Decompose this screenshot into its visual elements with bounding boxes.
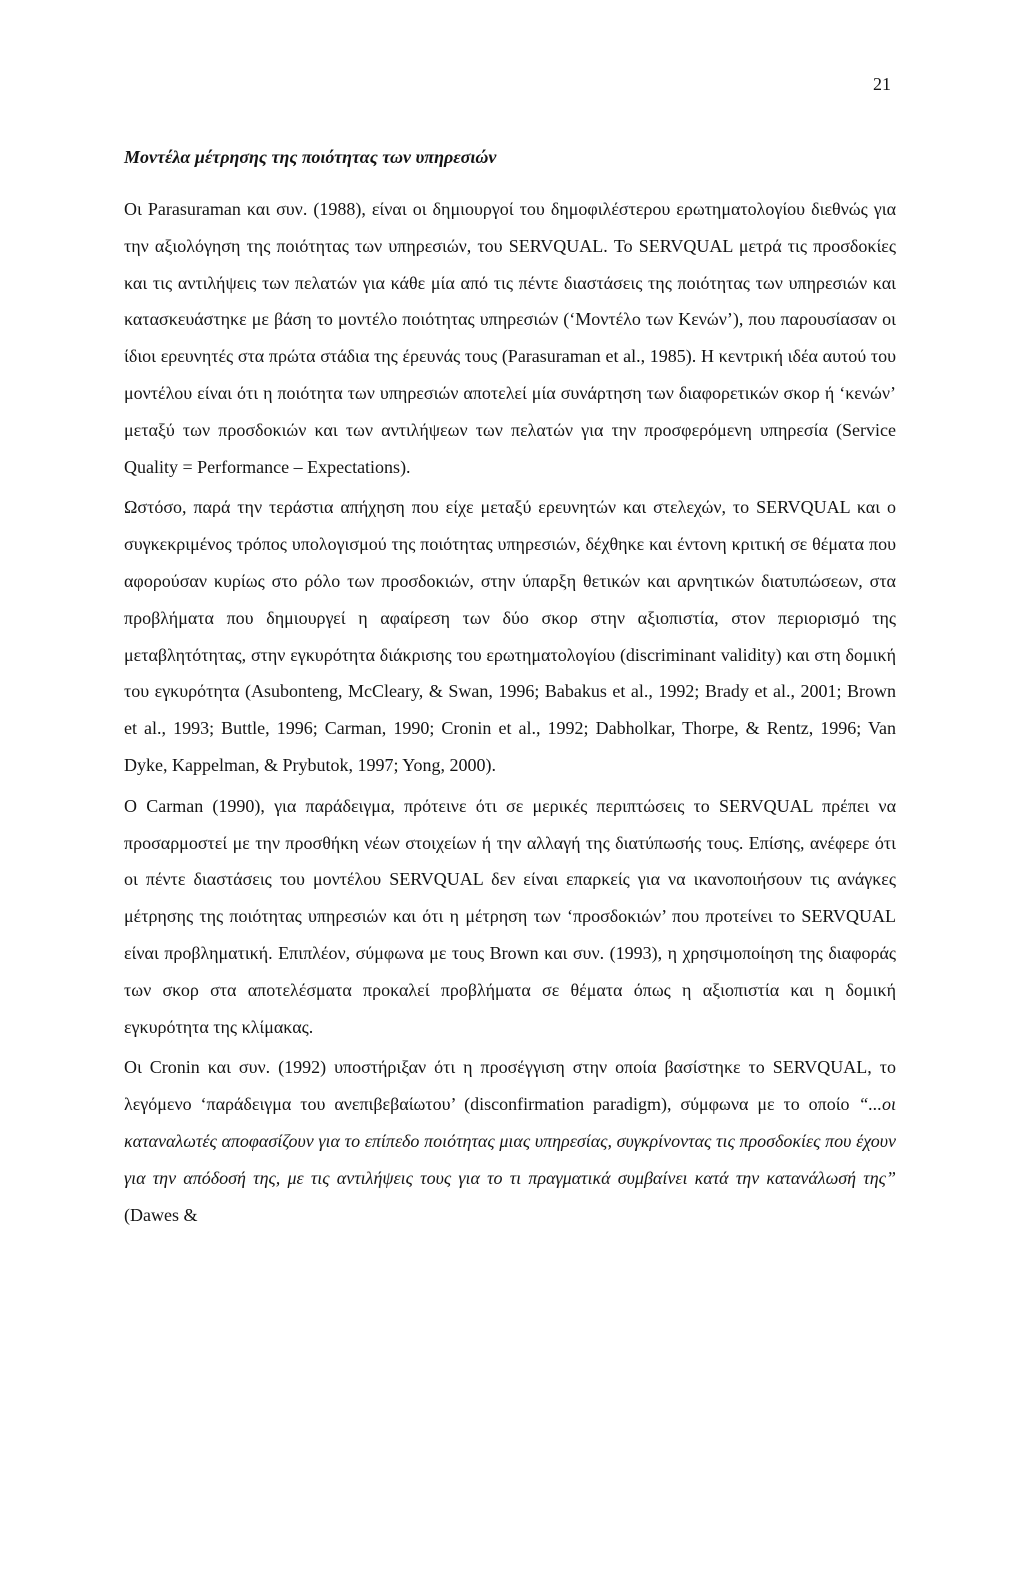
- paragraph-servqual-intro: [124, 191, 896, 485]
- page-number: 21: [873, 74, 891, 94]
- section-title: Μοντέλα μέτρησης της ποιότητας των υπηρεσιών: [124, 147, 497, 167]
- paragraph-text: Οι Cronin και συν. (1992) υποστήριξαν ότι η προσέγγιση στην οποία βασίστηκε το SERVQUAL, το λεγόμενο ‘παράδειγμα του ανεπιβεβαίωτου’ (disconfirmation paradigm), σύμφωνα με το οποίο: [124, 1057, 896, 1115]
- document-body: [124, 191, 896, 1233]
- paragraph-text: (Dawes &: [124, 1204, 198, 1225]
- paragraph-criticism: [124, 489, 896, 783]
- paragraph-carman: [124, 788, 896, 1046]
- quotation: “...οι καταναλωτές αποφασίζουν για το επίπεδο ποιότητας μιας υπηρεσίας, συγκρίνοντας τις προσδοκίες που έχουν για την απόδοσή της, με τις αντιλήψεις τους για το τι πραγματικά συμβαίνει κατά την κατανάλωσή της”: [124, 1094, 896, 1188]
- paragraph-text: Ο Carman (1990), για παράδειγμα, πρότεινε ότι σε μερικές περιπτώσεις το SERVQUAL πρέπει να προσαρμοστεί με την προσθήκη νέων στοιχείων ή την αλλαγή της διατύπωσής τους. Επίσης, ανέφερε ότι οι πέντε διαστάσεις του μοντέλου SERVQUAL δεν είναι επαρκείς για να ικανοποιήσουν τις ανάγκες μέτρησης της ποιότητας υπηρεσιών και ότι η μέτρηση των ‘προσδοκιών’ που προτείνει το SERVQUAL είναι προβληματική. Επιπλέον, σύμφωνα με τους Brown και συν. (1993), η χρησιμοποίηση της διαφοράς των σκορ στα αποτελέσματα προκαλεί προβλήματα σε θέματα όπως η αξιοπιστία και η δομική εγκυρότητα της κλίμακας.: [124, 795, 896, 1037]
- paragraph-text: Ωστόσο, παρά την τεράστια απήχηση που είχε μεταξύ ερευνητών και στελεχών, το SERVQUAL και ο συγκεκριμένος τρόπος υπολογισμού της ποιότητας υπηρεσιών, δέχθηκε και έντονη κριτική σε θέματα που αφορούσαν κυρίως στο ρόλο των προσδοκιών, στην ύπαρξη θετικών και αρνητικών διατυπώσεων, στα προβλήματα που δημιουργεί η αφαίρεση των δύο σκορ στην αξιοπιστία, στον περιορισμό της μεταβλητότητας, στην εγκυρότητα διάκρισης του ερωτηματολογίου (discriminant validity) και στη δομική του εγκυρότητα (Asubonteng, McCleary, & Swan, 1996; Babakus et al., 1992; Brady et al., 2001; Brown et al., 1993; Buttle, 1996; Carman, 1990; Cronin et al., 1992; Dabholkar, Thorpe, & Rentz, 1996; Van Dyke, Kappelman, & Prybutok, 1997; Yong, 2000).: [124, 497, 896, 775]
- paragraph-cronin: [124, 1049, 896, 1233]
- paragraph-text: Οι Parasuraman και συν. (1988), είναι οι δημιουργοί του δημοφιλέστερου ερωτηματολογίου διεθνώς για την αξιολόγηση της ποιότητας των υπηρεσιών, του SERVQUAL. Το SERVQUAL μετρά τις προσδοκίες και τις αντιλήψεις των πελατών για κάθε μία από τις πέντε διαστάσεις της ποιότητας των υπηρεσιών και κατασκευάστηκε με βάση το μοντέλο ποιότητας υπηρεσιών (‘Μοντέλο των Κενών’), που παρουσίασαν οι ίδιοι ερευνητές στα πρώτα στάδια της έρευνάς τους (Parasuraman et al., 1985). Η κεντρική ιδέα αυτού του μοντέλου είναι ότι η ποιότητα των υπηρεσιών αποτελεί μία συνάρτηση των διαφορετικών σκορ ή ‘κενών’ μεταξύ των προσδοκιών και των αντιλήψεων των πελατών για την προσφερόμενη υπηρεσία (Service Quality = Performance – Expectations).: [124, 199, 896, 477]
